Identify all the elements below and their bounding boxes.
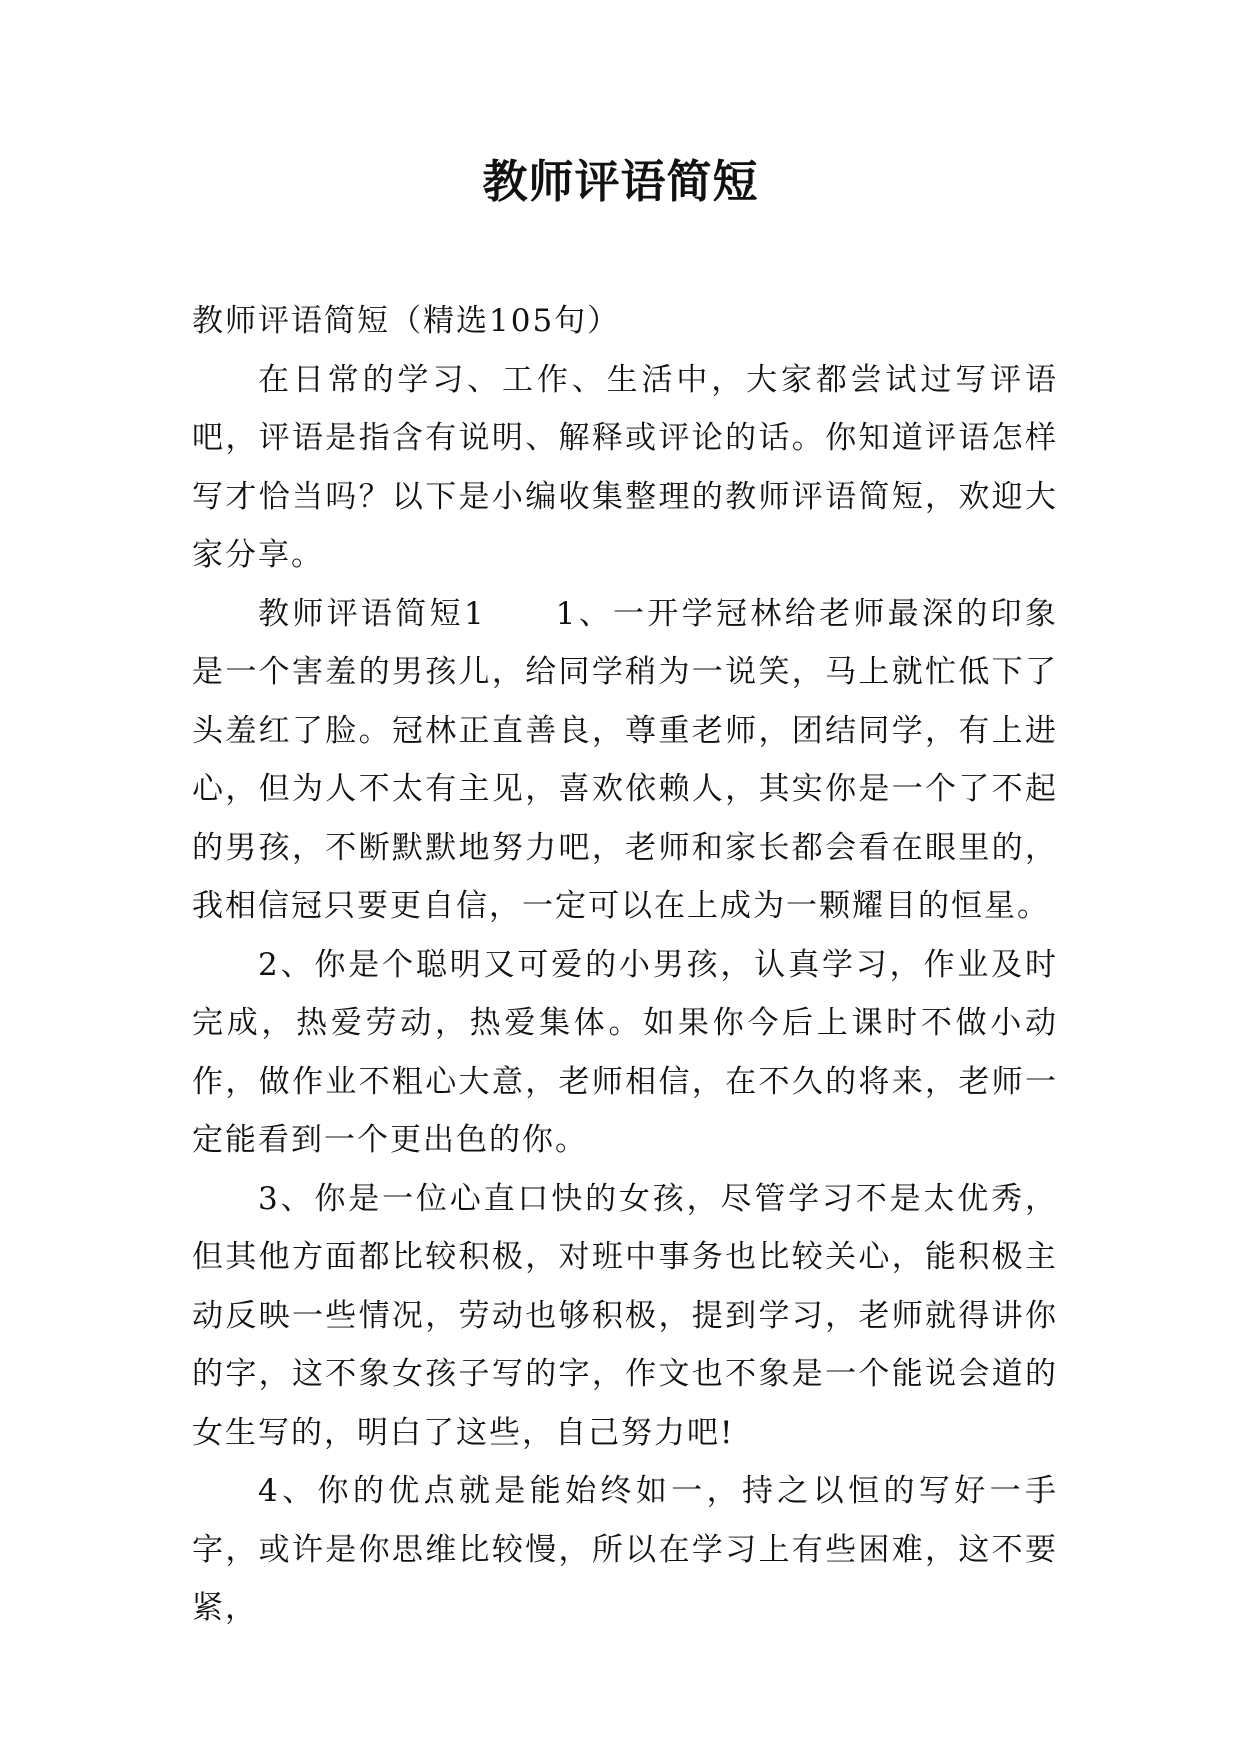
- paragraph-comment-4: 4、你的优点就是能始终如一，持之以恒的写好一手字，或许是你思维比较慢，所以在学习上有些困难，这不要紧，: [192, 1473, 1058, 1626]
- document-body: [192, 292, 1058, 1638]
- document-subtitle: 教师评语简短（精选105句）: [192, 303, 621, 339]
- paragraph-intro: 在日常的学习、工作、生活中，大家都尝试过写评语吧，评语是指含有说明、解释或评论的话。你知道评语怎样写才恰当吗？以下是小编收集整理的教师评语简短，欢迎大家分享。: [192, 361, 1058, 573]
- paragraph-comment-1: 教师评语简短1 1、一开学冠林给老师最深的印象是一个害羞的男孩儿，给同学稍为一说笑，马上就忙低下了头羞红了脸。冠林正直善良，尊重老师，团结同学，有上进心，但为人不太有主见，喜欢依赖人，其实你是一个了不起的男孩，不断默默地努力吧，老师和家长都会看在眼里的，我相信冠只要更自信，一定可以在上成为一颗耀目的恒星。: [192, 595, 1058, 924]
- paragraph-comment-3: 3、你是一位心直口快的女孩，尽管学习不是太优秀，但其他方面都比较积极，对班中事务也比较关心，能积极主动反映一些情况，劳动也够积极，提到学习，老师就得讲你的字，这不象女孩子写的字，作文也不象是一个能说会道的女生写的，明白了这些，自己努力吧!: [192, 1180, 1058, 1451]
- document-title: 教师评语简短: [482, 155, 759, 208]
- paragraph-comment-2: 2、你是个聪明又可爱的小男孩，认真学习，作业及时完成，热爱劳动，热爱集体。如果你今后上课时不做小动作，做作业不粗心大意，老师相信，在不久的将来，老师一定能看到一个更出色的你。: [192, 946, 1058, 1158]
